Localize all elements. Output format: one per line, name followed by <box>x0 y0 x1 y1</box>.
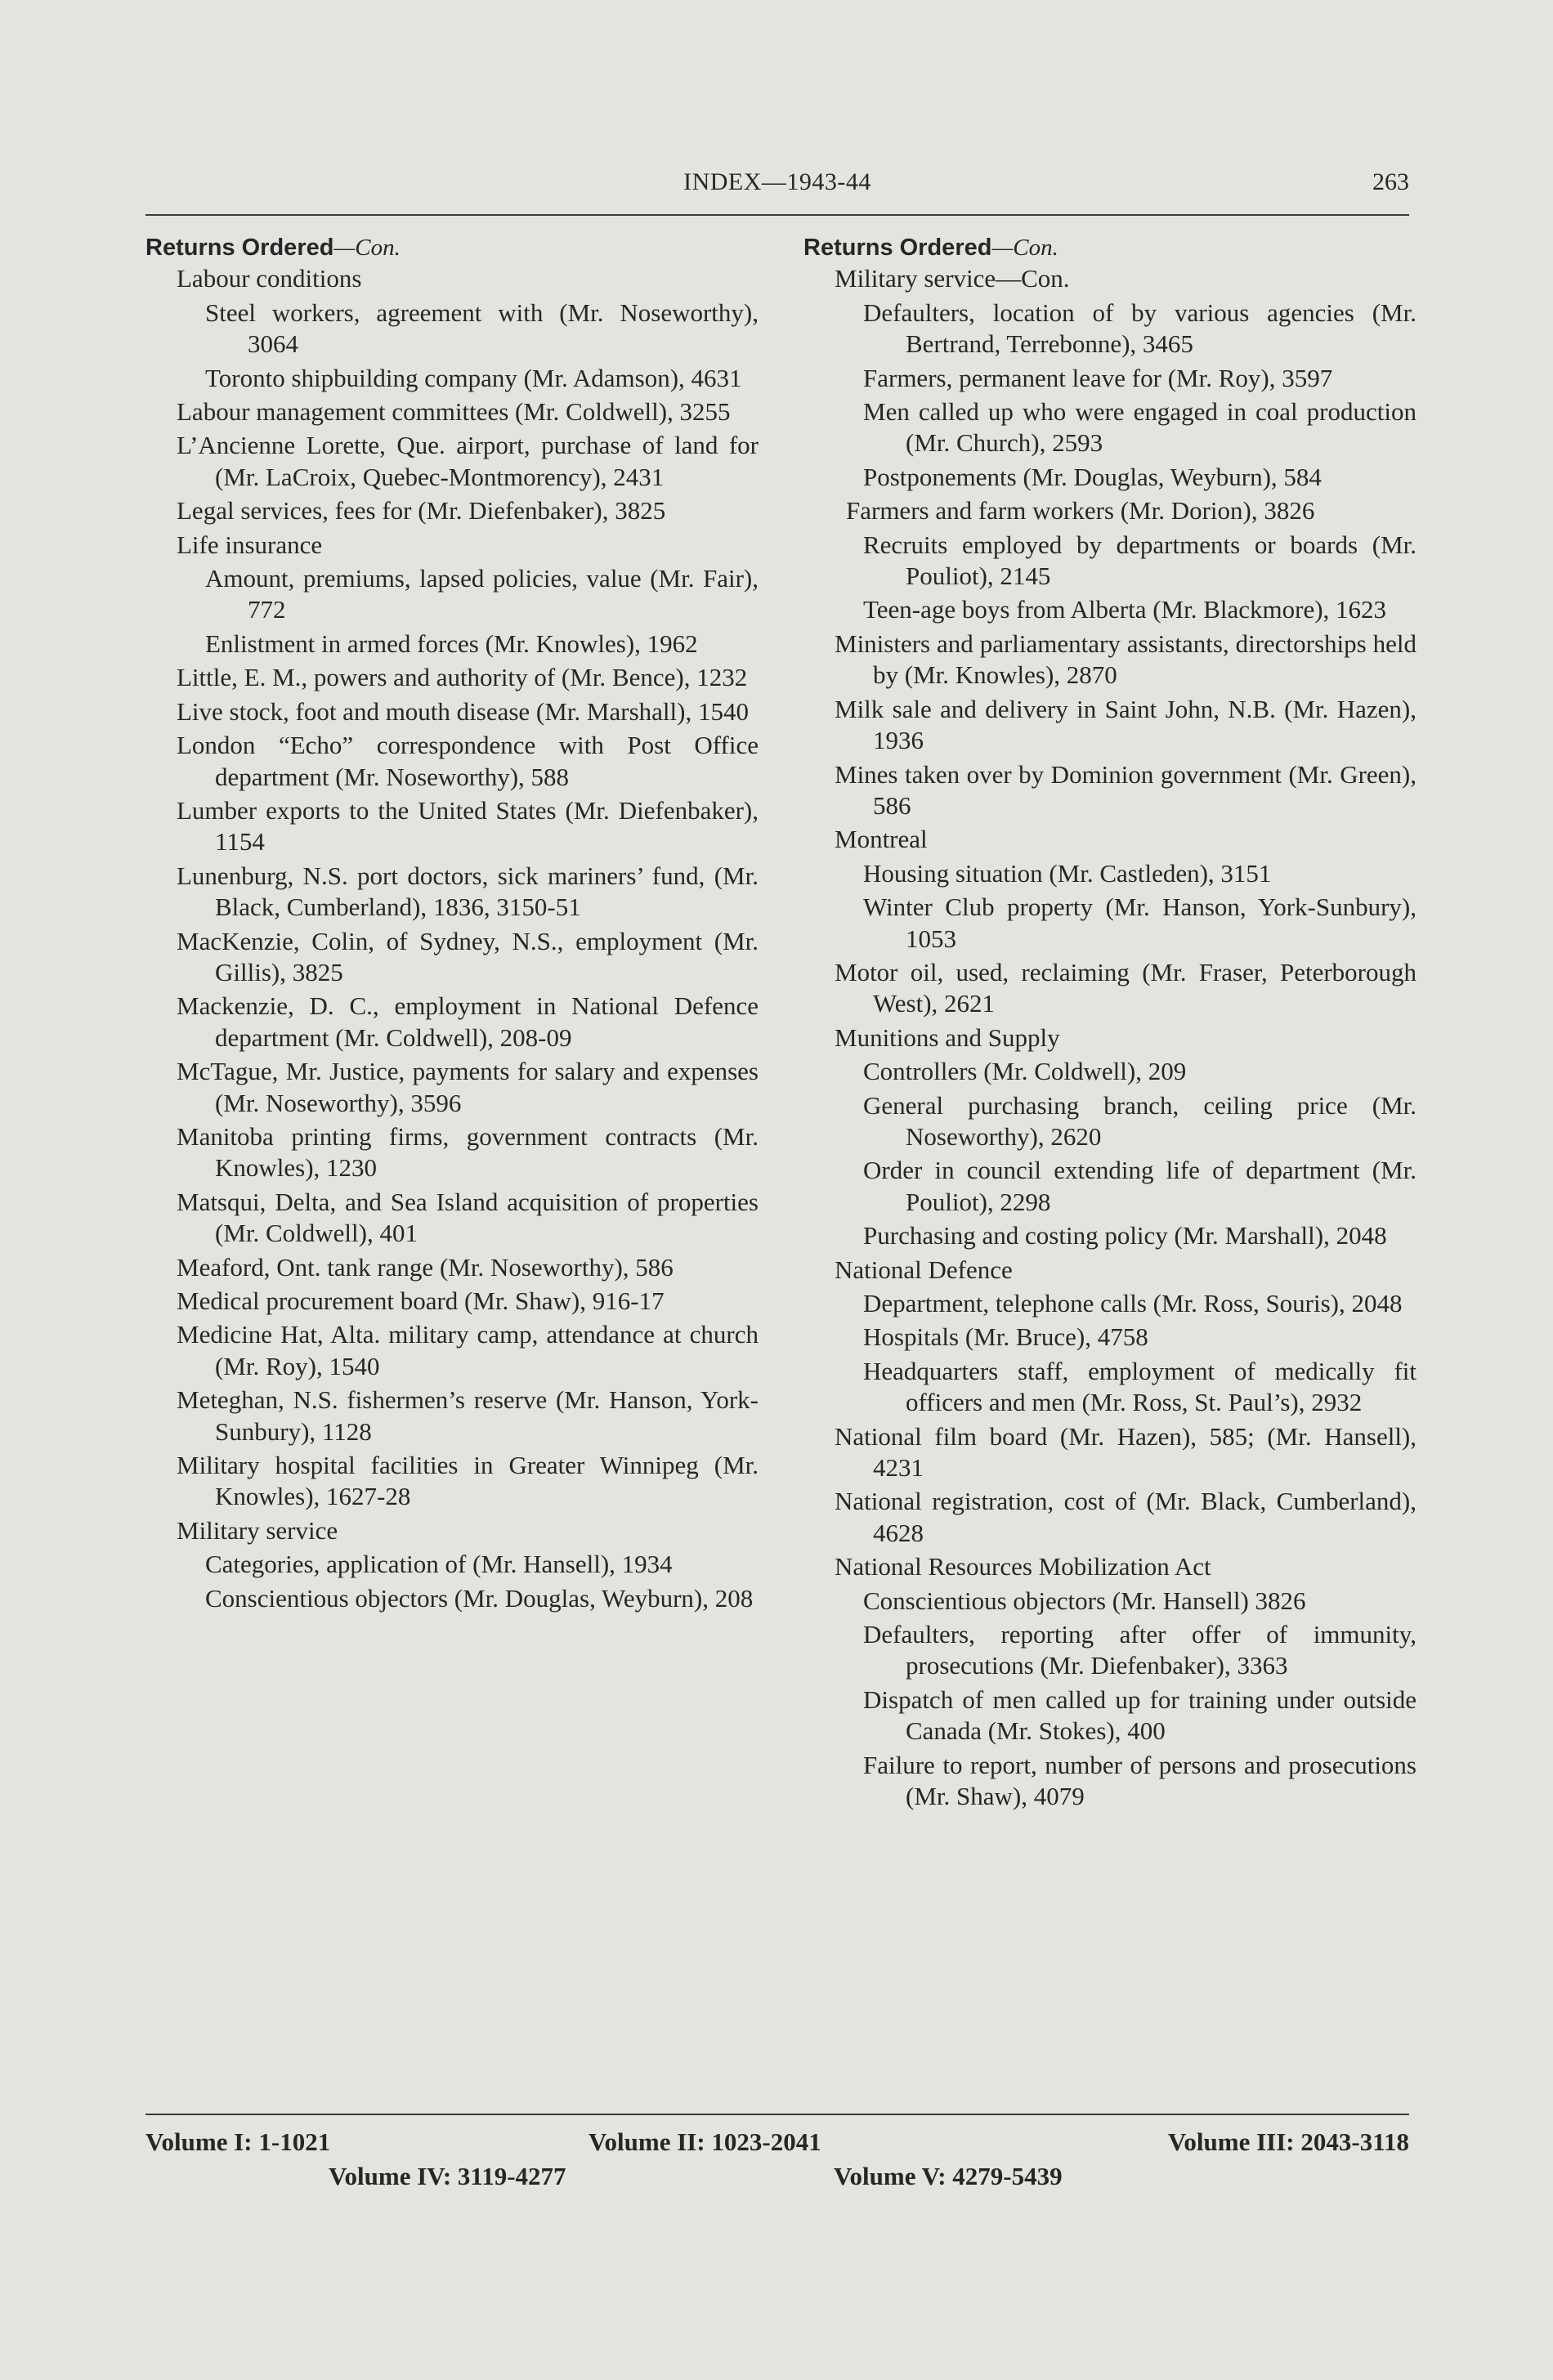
index-entry: Lumber exports to the United States (Mr. Diefenbaker), 1154 <box>177 795 759 857</box>
index-entry: Labour management committees (Mr. Coldwell), 3255 <box>177 397 731 427</box>
page-header <box>145 160 1409 211</box>
left-column <box>145 232 759 1617</box>
index-entry: Matsqui, Delta, and Sea Island acquisition of properties (Mr. Coldwell), 401 <box>177 1187 759 1248</box>
heading-text: Returns Ordered <box>145 235 334 261</box>
heading-continued: —Con. <box>333 235 401 261</box>
heading-text: Returns Ordered <box>803 235 992 261</box>
index-entry: Failure to report, number of persons and prosecutions (Mr. Shaw), 4079 <box>863 1750 1416 1811</box>
index-entry: Montreal <box>835 825 928 854</box>
index-entry: Milk sale and delivery in Saint John, N.B. (Mr. Hazen), 1936 <box>835 694 1416 755</box>
index-entry: Winter Club property (Mr. Hanson, York-Sunbury), 1053 <box>863 892 1416 953</box>
index-entry: Defaulters, reporting after offer of immunity, prosecutions (Mr. Diefenbaker), 3363 <box>863 1620 1416 1680</box>
index-entry: Lunenburg, N.S. port doctors, sick mariners’ fund, (Mr. Black, Cumberland), 1836, 3150-51 <box>177 861 759 922</box>
index-entry: Munitions and Supply <box>835 1022 1060 1052</box>
column-heading <box>145 232 759 263</box>
index-entry: National Defence <box>835 1255 1013 1284</box>
index-entry: General purchasing branch, ceiling price (Mr. Noseworthy), 2620 <box>863 1090 1416 1151</box>
index-entry: Recruits employed by departments or boards (Mr. Pouliot), 2145 <box>863 530 1416 591</box>
index-entry: McTague, Mr. Justice, payments for salary and expenses (Mr. Noseworthy), 3596 <box>177 1057 759 1117</box>
index-entry: National film board (Mr. Hazen), 585; (Mr. Hansell), 4231 <box>835 1421 1416 1483</box>
index-entry: Enlistment in armed forces (Mr. Knowles), 1962 <box>205 629 698 658</box>
volume-2-range: Volume II: 1023-2041 <box>589 2127 821 2156</box>
index-entry: London “Echo” correspondence with Post Office department (Mr. Noseworthy), 588 <box>177 731 759 791</box>
column-heading <box>803 232 1416 263</box>
index-entry: MacKenzie, Colin, of Sydney, N.S., employment (Mr. Gillis), 3825 <box>177 926 759 986</box>
index-entry: Meaford, Ont. tank range (Mr. Noseworthy), 586 <box>177 1252 674 1282</box>
right-column <box>803 232 1416 1815</box>
index-entry: Mines taken over by Dominion government (Mr. Green), 586 <box>835 759 1416 820</box>
index-entry: Headquarters staff, employment of medically fit officers and men (Mr. Ross, St. Paul’s), 2932 <box>863 1356 1416 1417</box>
index-entry: Meteghan, N.S. fishermen’s reserve (Mr. Hanson, York-Sunbury), 1128 <box>177 1385 759 1446</box>
index-entry: Hospitals (Mr. Bruce), 4758 <box>863 1322 1148 1352</box>
index-entry: Categories, application of (Mr. Hansell), 1934 <box>205 1550 673 1579</box>
index-entry: Medical procurement board (Mr. Shaw), 916-17 <box>177 1286 665 1315</box>
index-entry: Labour conditions <box>177 264 362 293</box>
footer-rule <box>145 2114 1409 2115</box>
index-entry: Farmers, permanent leave for (Mr. Roy), 3597 <box>863 363 1333 392</box>
index-entry: Mackenzie, D. C., employment in National Defence department (Mr. Coldwell), 208-09 <box>177 991 759 1052</box>
index-entry: Steel workers, agreement with (Mr. Noseworthy), 3064 <box>205 298 759 359</box>
index-entry: Teen-age boys from Alberta (Mr. Blackmore), 1623 <box>863 595 1387 624</box>
index-entry: Farmers and farm workers (Mr. Dorion), 3826 <box>846 496 1315 526</box>
index-entry: Military service <box>177 1515 338 1545</box>
index-entry: Toronto shipbuilding company (Mr. Adamson), 4631 <box>205 363 742 392</box>
index-entry: Military service—Con. <box>835 264 1070 293</box>
index-entry: Little, E. M., powers and authority of (Mr. Bence), 1232 <box>177 663 748 692</box>
index-entry: Life insurance <box>177 530 323 559</box>
index-entry: Order in council extending life of department (Mr. Pouliot), 2298 <box>863 1156 1416 1216</box>
index-entry: Department, telephone calls (Mr. Ross, Souris), 2048 <box>863 1289 1403 1318</box>
index-entry: Motor oil, used, reclaiming (Mr. Fraser, Peterborough West), 2621 <box>835 957 1416 1018</box>
index-entry: Postponements (Mr. Douglas, Weyburn), 584 <box>863 462 1322 491</box>
header-rule <box>145 214 1409 216</box>
index-entry: Conscientious objectors (Mr. Douglas, Weyburn), 208 <box>205 1583 754 1613</box>
index-entry: Housing situation (Mr. Castleden), 3151 <box>863 858 1272 888</box>
page-title: INDEX—1943-44 <box>683 168 871 195</box>
index-entry: Purchasing and costing policy (Mr. Marshall), 2048 <box>863 1221 1387 1250</box>
index-entry: Military hospital facilities in Greater Winnipeg (Mr. Knowles), 1627-28 <box>177 1451 759 1511</box>
volume-4-range: Volume IV: 3119-4277 <box>329 2162 566 2190</box>
index-entry: Conscientious objectors (Mr. Hansell) 3826 <box>863 1586 1306 1615</box>
heading-continued: —Con. <box>991 235 1058 261</box>
index-entry: Medicine Hat, Alta. military camp, attendance at church (Mr. Roy), 1540 <box>177 1320 759 1380</box>
page-number: 263 <box>1372 168 1409 195</box>
volume-5-range: Volume V: 4279-5439 <box>834 2162 1063 2190</box>
index-entry: L’Ancienne Lorette, Que. airport, purchase of land for (Mr. LaCroix, Quebec-Montmorency), 2431 <box>177 431 759 491</box>
volume-1-range: Volume I: 1-1021 <box>145 2127 331 2156</box>
index-entry: Live stock, foot and mouth disease (Mr. Marshall), 1540 <box>177 696 749 726</box>
index-entry: Defaulters, location of by various agencies (Mr. Bertrand, Terrebonne), 3465 <box>863 298 1416 359</box>
index-entry: Dispatch of men called up for training under outside Canada (Mr. Stokes), 400 <box>863 1684 1416 1746</box>
index-entry: Manitoba printing firms, government contracts (Mr. Knowles), 1230 <box>177 1121 759 1183</box>
volume-footer <box>145 2125 1409 2194</box>
index-entry: Controllers (Mr. Coldwell), 209 <box>863 1057 1187 1086</box>
index-entry: Men called up who were engaged in coal production (Mr. Church), 2593 <box>863 397 1416 458</box>
index-entry: Amount, premiums, lapsed policies, value (Mr. Fair), 772 <box>205 564 759 624</box>
index-entry: Ministers and parliamentary assistants, directorships held by (Mr. Knowles), 2870 <box>835 629 1416 690</box>
index-entry: Legal services, fees for (Mr. Diefenbaker), 3825 <box>177 496 666 526</box>
index-entry: National registration, cost of (Mr. Black, Cumberland), 4628 <box>835 1487 1416 1547</box>
index-entry: National Resources Mobilization Act <box>835 1552 1211 1581</box>
volume-3-range: Volume III: 2043-3118 <box>1167 2127 1409 2156</box>
